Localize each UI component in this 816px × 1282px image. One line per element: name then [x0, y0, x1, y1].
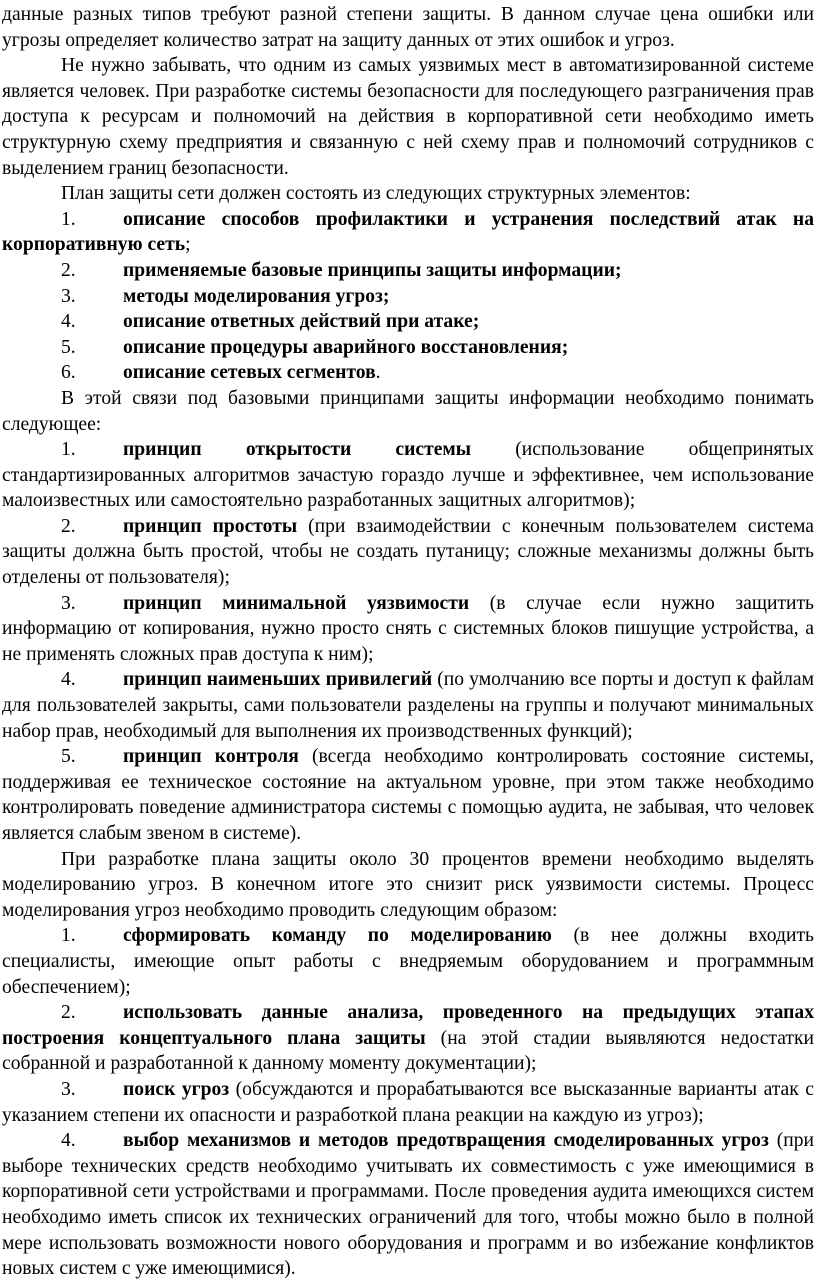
- item-title: описание способов профилактики и устранения последствий атак на корпоративную сеть: [2, 208, 814, 256]
- item-number: 4.: [61, 669, 76, 691]
- item-number: 3.: [61, 285, 76, 307]
- item-text: (в случае если нужно защитить информацию от копирования, нужно просто снять с системных блоков пишущие устройства, а не применять сложных прав доступа к ним);: [2, 592, 814, 665]
- paragraph-human-factor: Не нужно забывать, что одним из самых уязвимых мест в автоматизированной системе является человек. При разработке системы безопасности для последующего разграничения прав доступа к ресурсам и полномочий на действия в корпоративной сети необходимо иметь структурную схему предприятия и связанную с ней схему прав и полномочий сотрудников с выделением границ безопасности.: [2, 55, 814, 179]
- item-text: (по умолчанию все порты и доступ к файлам для пользователей закрыты, сами пользователи разделены на группы и получают минимальных набор прав, необходимый для выполнения их производственных функций);: [2, 669, 814, 742]
- modeling-step: [2, 1077, 814, 1128]
- paragraph-principles-intro: В этой связи под базовыми принципами защиты информации необходимо понимать следующее:: [2, 387, 814, 435]
- item-text: (всегда необходимо контролировать состояние системы, поддерживая ее техническое состояние на актуальном уровне, при этом также необходимо контролировать поведение администратора системы с помощью аудита, не забывая, что человек является слабым звеном в системе).: [2, 746, 814, 844]
- plan-item: [2, 258, 814, 284]
- item-title: поиск угроз: [123, 1078, 230, 1100]
- plan-item: [2, 335, 814, 361]
- principle-item: [2, 667, 814, 744]
- item-text: (в нее должны входить специалисты, имеющие опыт работы с внедряемым оборудованием и программным обеспечением);: [2, 925, 814, 998]
- item-title: выбор механизмов и методов предотвращения смоделированных угроз: [123, 1130, 769, 1152]
- item-text: ;: [185, 234, 191, 256]
- item-title: принцип открытости системы: [123, 439, 472, 461]
- item-title: принцип минимальной уязвимости: [123, 592, 470, 614]
- item-number: 2.: [61, 259, 76, 281]
- item-number: 4.: [61, 1130, 76, 1152]
- item-text: (обсуждаются и прорабатываются все высказанные варианты атак с указанием степени их опасности и разработкой плана реакции на каждую из угроз);: [2, 1078, 814, 1126]
- item-text: (на этой стадии выявляются недостатки собранной и разработанной к данному моменту документации);: [2, 1027, 814, 1075]
- item-text: (при взаимодействии с конечным пользователем система защиты должна быть простой, чтобы не создать путаницу; сложные механизмы должны быть отделены от пользователя);: [2, 515, 814, 589]
- item-title: принцип наименьших привилегий: [123, 669, 433, 691]
- principle-item: [2, 744, 814, 846]
- principle-item: [2, 437, 814, 514]
- modeling-step: [2, 923, 814, 1000]
- paragraph-continuation: данные разных типов требуют разной степени защиты. В данном случае цена ошибки или угрозы определяет количество затрат на защиту данных от этих ошибок и угроз.: [2, 4, 814, 51]
- item-title: использовать данные анализа, проведенного на предыдущих этапах построения концептуального плана защиты: [2, 1002, 814, 1049]
- item-number: 3.: [61, 592, 76, 614]
- item-title: описание процедуры аварийного восстановления;: [123, 336, 569, 358]
- item-title: принцип простоты: [123, 515, 298, 537]
- item-number: 1.: [61, 208, 76, 230]
- plan-item: [2, 284, 814, 310]
- modeling-step: [2, 1128, 814, 1282]
- item-title: сформировать команду по моделированию: [123, 925, 552, 947]
- item-title: методы моделирования угроз;: [123, 285, 390, 307]
- item-text: (при выборе технических средств необходимо учитывать их совместимость с уже имеющимися в корпоративной сети устройствами и программами. После проведения аудита имеющихся систем необходимо иметь список их технических ограничений для того, чтобы можно было в полной мере использовать возможности нового оборудования и программ и во избежание конфликтов новых систем с уже имеющимися).: [2, 1130, 814, 1280]
- item-number: 6.: [61, 362, 76, 384]
- paragraph-modeling-intro: При разработке плана защиты около 30 процентов времени необходимо выделять моделированию угроз. В конечном итоге это снизит риск уязвимости системы. Процесс моделирования угроз необходимо проводить следующим образом:: [2, 848, 814, 921]
- paragraph-plan-intro: План защиты сети должен состоять из следующих структурных элементов:: [61, 183, 691, 205]
- item-title: описание сетевых сегментов: [123, 362, 376, 384]
- item-number: 1.: [61, 439, 76, 461]
- modeling-step: [2, 1000, 814, 1077]
- item-number: 2.: [61, 515, 76, 537]
- item-number: 5.: [61, 336, 76, 358]
- item-title: принцип контроля: [123, 746, 299, 768]
- plan-item: [2, 360, 814, 386]
- plan-item: [2, 207, 814, 258]
- item-number: 5.: [61, 746, 76, 768]
- item-title: применяемые базовые принципы защиты информации;: [123, 259, 622, 281]
- item-text: .: [375, 362, 381, 384]
- principle-item: [2, 591, 814, 668]
- item-text: (использование общепринятых стандартизированных алгоритмов зачастую гораздо лучше и эффективнее, чем использование малоизвестных или самостоятельно разработанных защитных алгоритмов);: [2, 439, 814, 512]
- item-title: описание ответных действий при атаке;: [123, 311, 480, 333]
- plan-item: [2, 309, 814, 335]
- item-number: 2.: [61, 1002, 76, 1024]
- item-number: 1.: [61, 925, 76, 947]
- item-number: 3.: [61, 1078, 76, 1100]
- item-number: 4.: [61, 311, 76, 333]
- principle-item: [2, 514, 814, 591]
